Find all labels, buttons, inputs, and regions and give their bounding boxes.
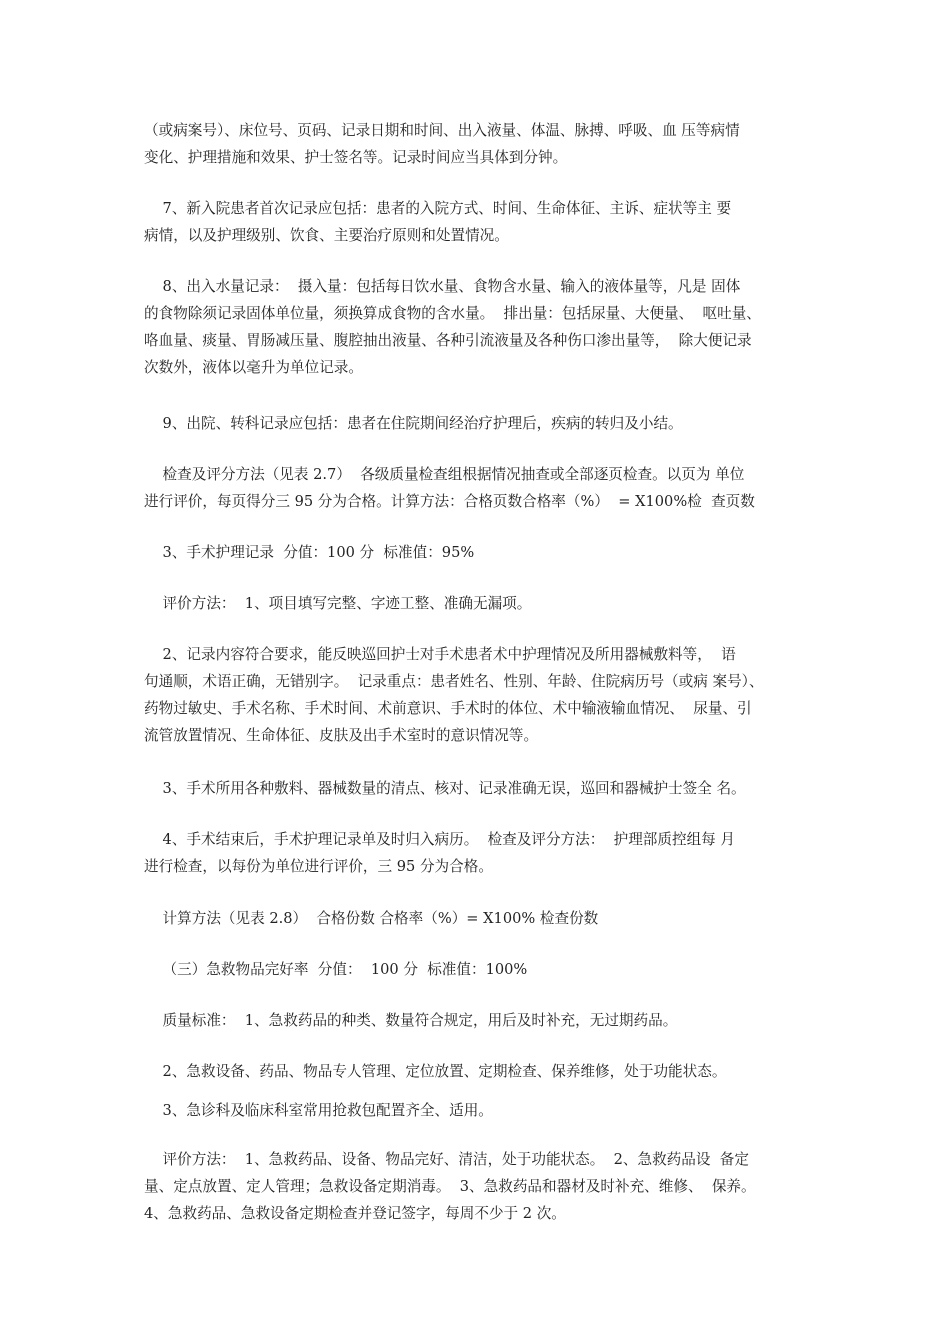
text-line: 药物过敏史、手术名称、手术时间、术前意识、手术时的体位、术中输液输血情况、 尿量、引 — [144, 700, 752, 717]
text-line: 3、急诊科及临床科室常用抢救包配置齐全、适用。 — [144, 1102, 493, 1119]
text-line: 检查及评分方法（见表 2.7） 各级质量检查组根据情况抽查或全部逐页检查。以页为 单位 — [144, 466, 745, 483]
text-line: 2、记录内容符合要求，能反映巡回护士对手术患者术中护理情况及所用器械敷料等， 语 — [144, 646, 736, 663]
text-line: 计算方法（见表 2.8） 合格份数 合格率（%）= X100% 检查份数 — [144, 910, 599, 927]
text-line: 4、手术结束后，手术护理记录单及时归入病历。 检查及评分方法： 护理部质控组每 月 — [144, 831, 736, 848]
text-line: 句通顺，术语正确，无错别字。 记录重点：患者姓名、性别、年龄、住院病历号（或病 案号）、 — [144, 673, 764, 690]
text-line: 评价方法： 1、项目填写完整、字迹工整、准确无漏项。 — [144, 595, 532, 612]
text-line: 2、急救设备、药品、物品专人管理、定位放置、定期检查、保养维修，处于功能状态。 — [144, 1063, 727, 1080]
text-line: 7、新入院患者首次记录应包括：患者的入院方式、时间、生命体征、主诉、症状等主 要 — [144, 200, 732, 217]
text-line: 进行评价，每页得分三 95 分为合格。计算方法：合格页数合格率（%） = X100%检 查页数 — [144, 493, 755, 510]
text-line: 流管放置情况、生命体征、皮肤及出手术室时的意识情况等。 — [144, 727, 539, 744]
text-line: （或病案号）、床位号、页码、记录日期和时间、出入液量、体温、脉搏、呼吸、血 压等病情 — [144, 122, 740, 139]
text-line: 3、手术护理记录 分值：100 分 标准值：95% — [144, 544, 475, 561]
text-line: 8、出入水量记录： 摄入量：包括每日饮水量、食物含水量、输入的液体量等，凡是 固体 — [144, 278, 741, 295]
text-line: 评价方法： 1、急救药品、设备、物品完好、清洁，处于功能状态。 2、急救药品设 备定 — [144, 1151, 749, 1168]
text-line: 进行检查，以每份为单位进行评价，三 95 分为合格。 — [144, 858, 493, 875]
text-line: 4、急救药品、急救设备定期检查并登记签字，每周不少于 2 次。 — [144, 1205, 566, 1222]
text-line: 次数外，液体以毫升为单位记录。 — [144, 359, 363, 376]
text-line: （三）急救物品完好率 分值： 100 分 标准值：100% — [144, 961, 528, 978]
text-line: 质量标准： 1、急救药品的种类、数量符合规定，用后及时补充，无过期药品。 — [144, 1012, 678, 1029]
text-line: 9、出院、转科记录应包括：患者在住院期间经治疗护理后，疾病的转归及小结。 — [144, 415, 683, 432]
text-line: 量、定点放置、定人管理；急救设备定期消毒。 3、急救药品和器材及时补充、维修、 保养。 — [144, 1178, 756, 1195]
text-line: 变化、护理措施和效果、护士签名等。记录时间应当具体到分钟。 — [144, 149, 568, 166]
text-line: 3、手术所用各种敷料、器械数量的清点、核对、记录准确无误，巡回和器械护士签全 名。 — [144, 780, 746, 797]
text-line: 的食物除须记录固体单位量，须换算成食物的含水量。 排出量：包括尿量、大便量、 呕吐量、 — [144, 305, 761, 322]
text-line: 咯血量、痰量、胃肠减压量、腹腔抽出液量、各种引流液量及各种伤口渗出量等， 除大便记录 — [144, 332, 752, 349]
text-line: 病情，以及护理级别、饮食、主要治疗原则和处置情况。 — [144, 227, 509, 244]
